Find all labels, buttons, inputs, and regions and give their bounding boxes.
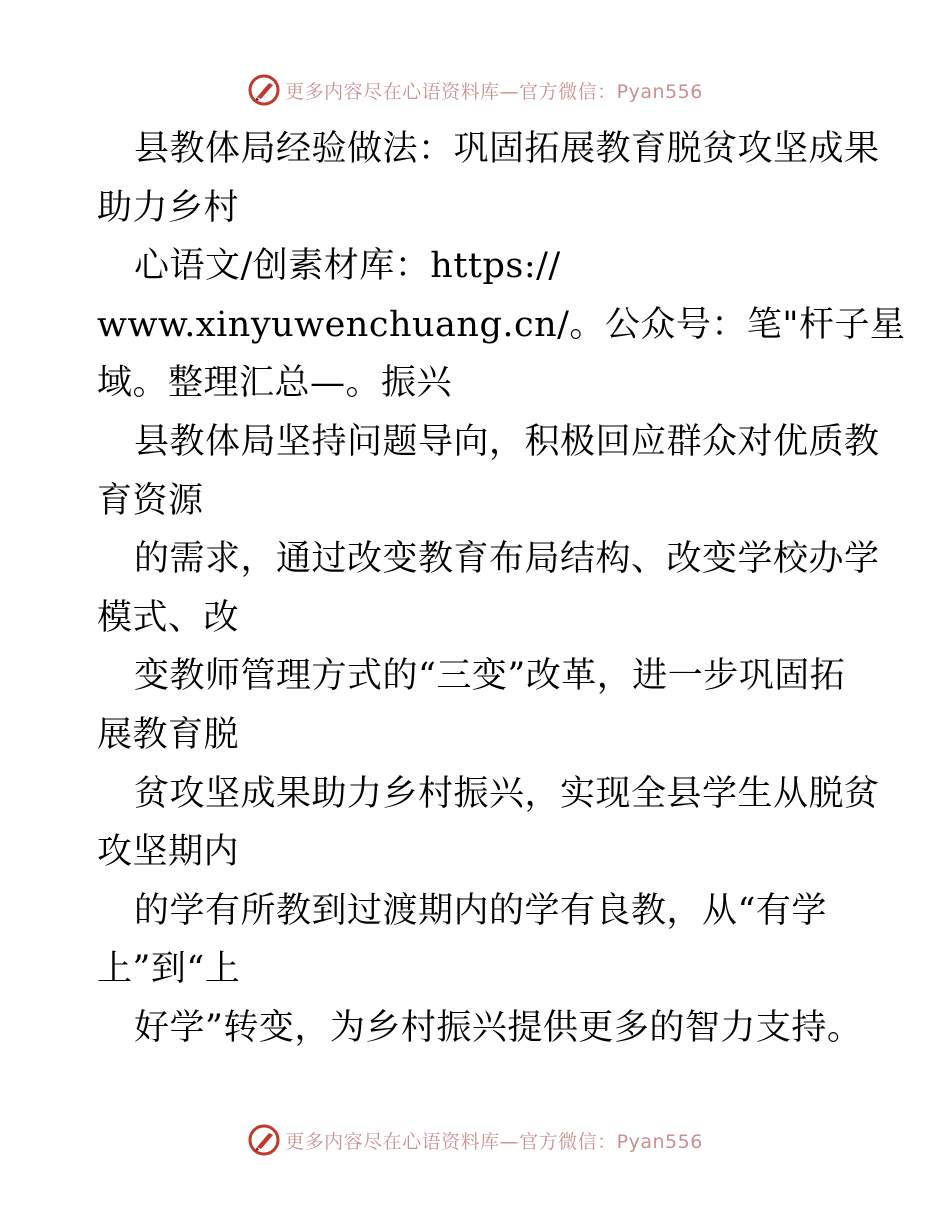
pen-logo-icon [247,1123,281,1157]
text-line: 展教育脱 [97,714,240,755]
footer-banner [0,1122,950,1158]
header-banner-text: 更多内容尽在心语资料库—官方微信：Pyan556 [285,80,703,103]
text-line: 的学有所教到过渡期内的学有良教，从“有学 [134,890,827,931]
text-line: 的需求，通过改变教育布局结构、改变学校办学 [134,539,880,580]
text-line: www.xinyuwenchuang.cn/。公众号：笔"杆子星 [97,304,906,345]
footer-banner-text: 更多内容尽在心语资料库—官方微信：Pyan556 [285,1130,703,1153]
pen-logo-icon [247,73,281,107]
text-line: 助力乡村 [97,187,240,228]
text-line: 上”到“上 [97,949,241,990]
text-line: 县教体局坚持问题导向，积极回应群众对优质教 [134,421,880,462]
text-line: 县教体局经验做法：巩固拓展教育脱贫攻坚成果 [134,129,880,169]
text-line: 心语文/创素材库：https:// [134,246,561,287]
text-line: 攻坚期内 [97,832,240,873]
text-line: 好学”转变，为乡村振兴提供更多的智力支持。 [134,1007,863,1048]
text-line: 域。整理汇总—。振兴 [97,363,453,404]
text-line: 贫攻坚成果助力乡村振兴，实现全县学生从脱贫 [134,773,880,814]
text-line: 模式、改 [97,597,240,638]
document-body [97,120,906,1058]
header-banner [0,72,950,108]
text-line: 变教师管理方式的“三变”改革，进一步巩固拓 [134,656,846,697]
text-line: 育资源 [97,480,204,521]
